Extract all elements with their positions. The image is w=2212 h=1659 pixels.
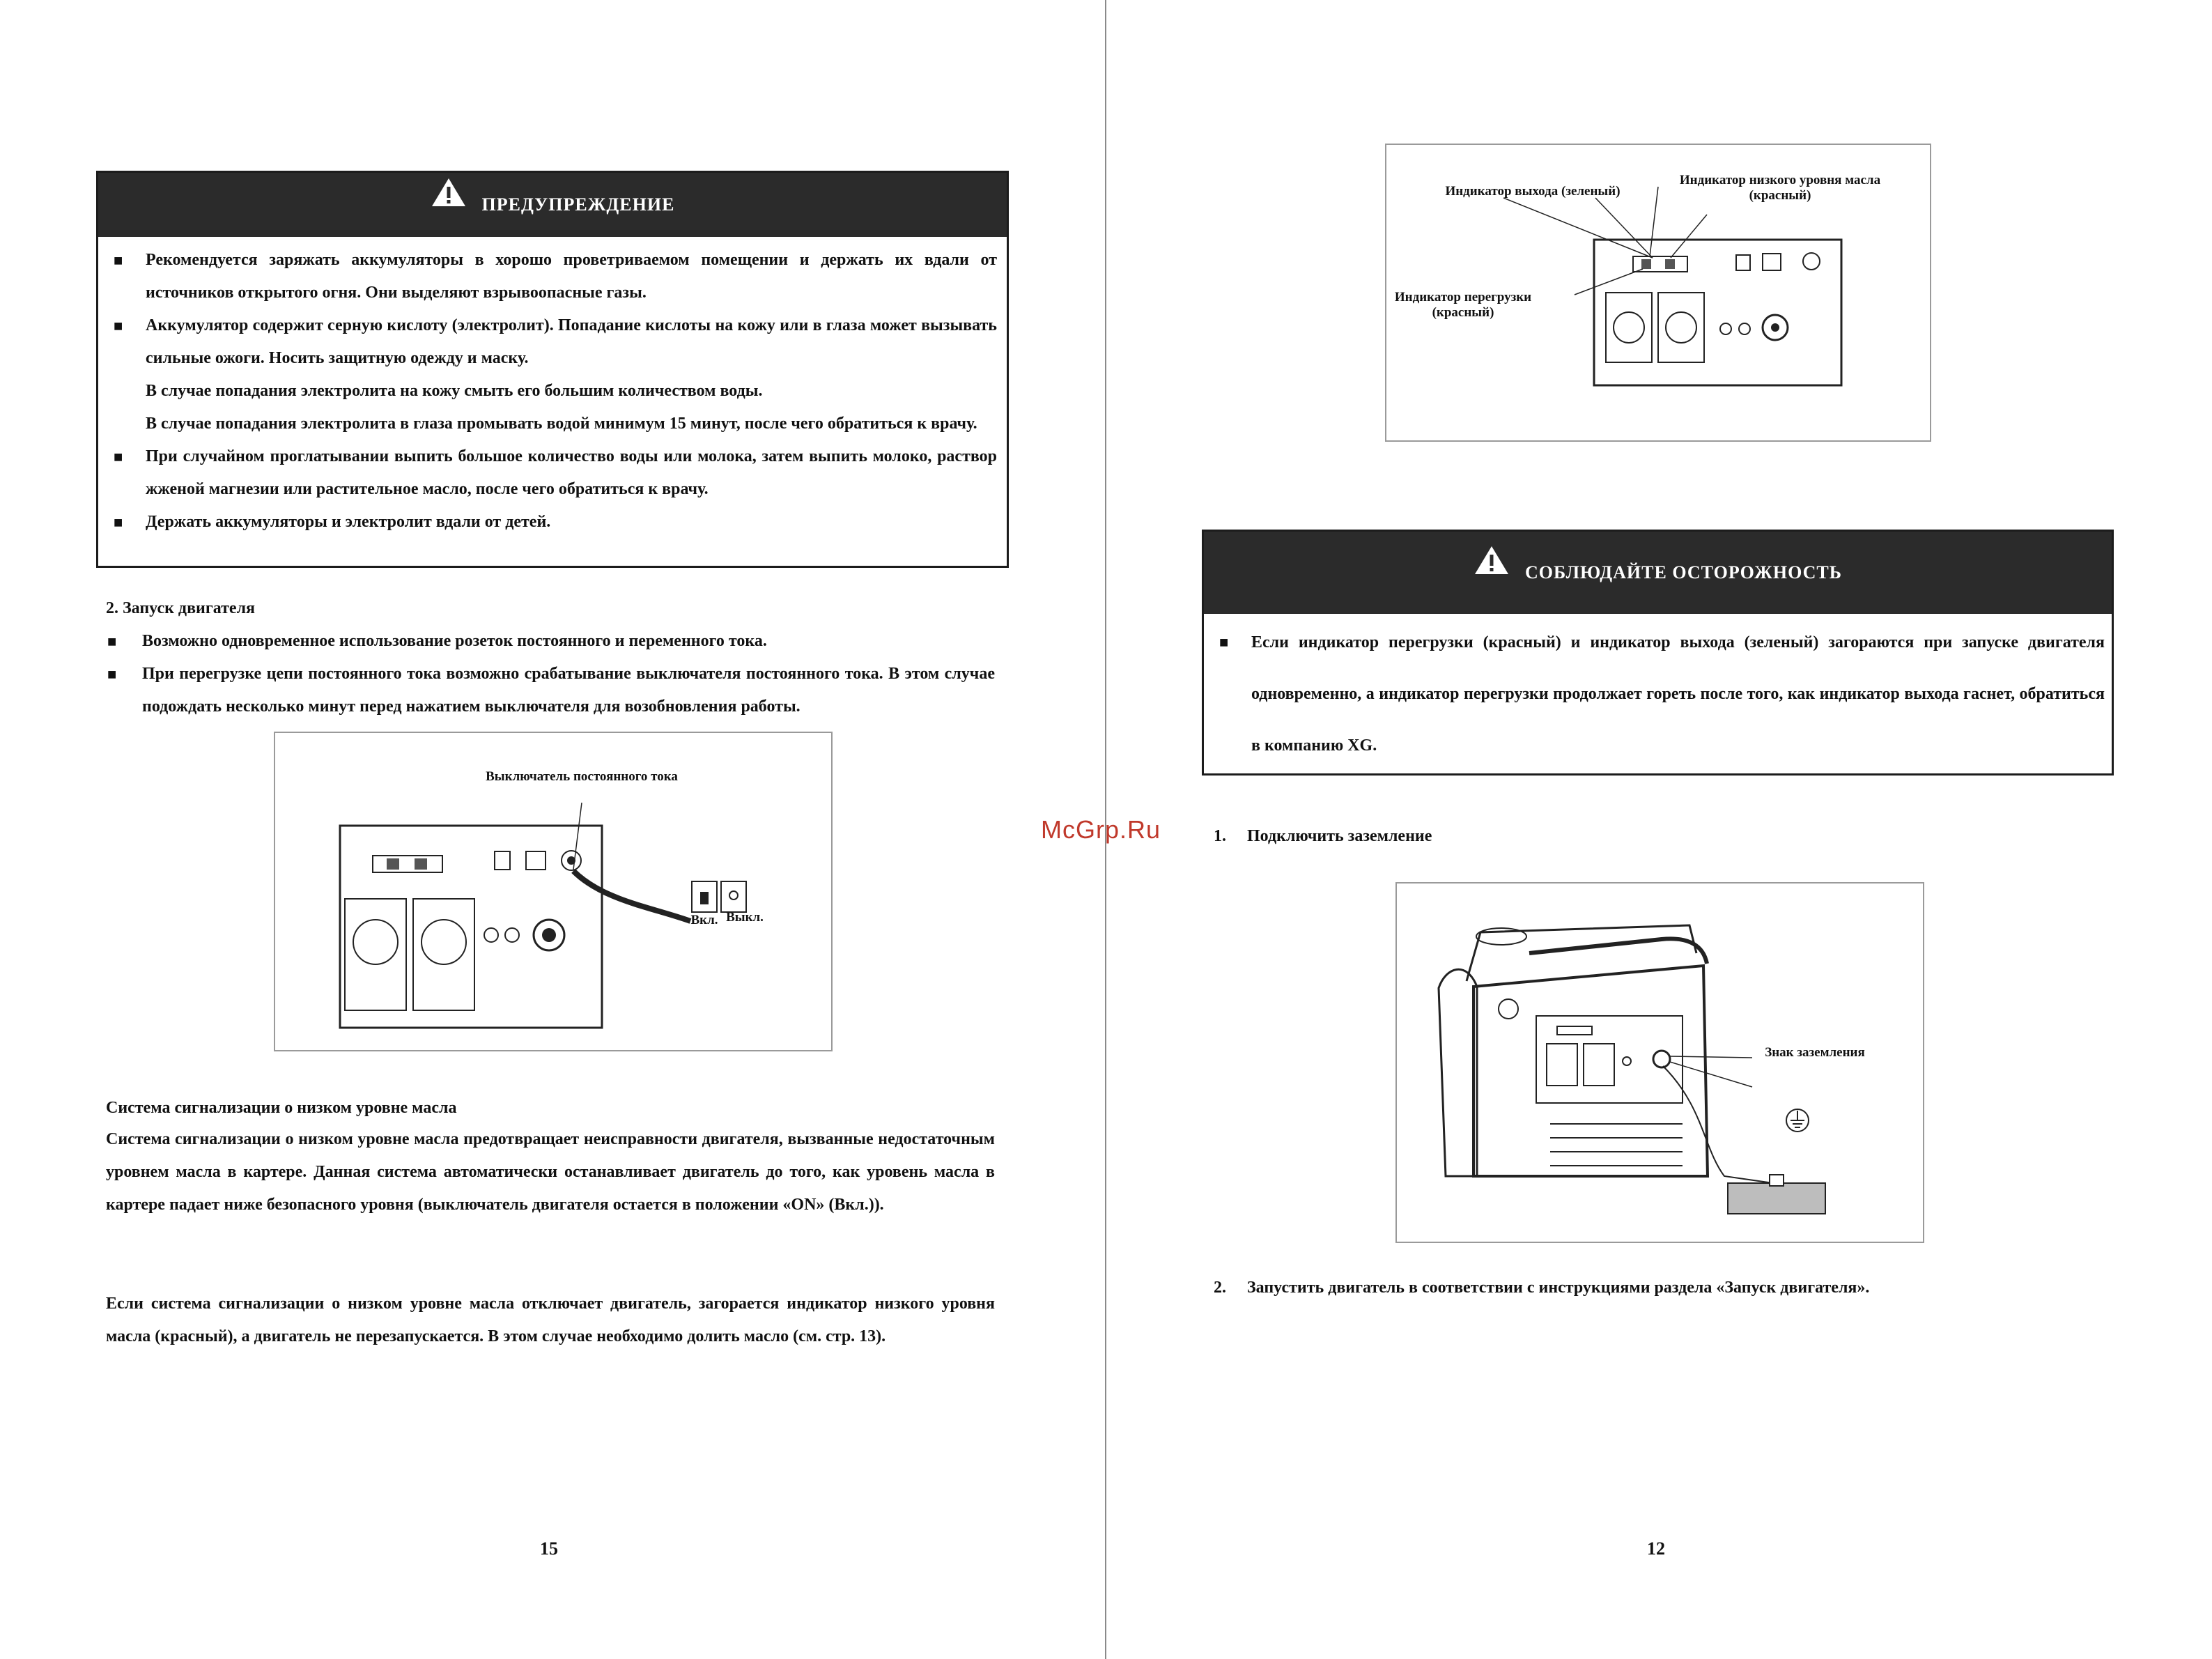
bullet-square-icon: ■ (114, 317, 123, 334)
oil-indicator-label: Индикатор низкого уровня масла (красный) (1679, 173, 1881, 203)
start-bullets (96, 625, 995, 723)
warning-item: ■ Рекомендуется заряжать аккумуляторы в хорошо проветриваемом помещении и держать их вдали от источников открытого огня. Они выделяют взрывоопасные газы. (101, 244, 997, 309)
caution-box (1202, 530, 2114, 776)
bullet-square-icon: ■ (107, 633, 117, 650)
output-indicator-label: Индикатор выхода (зеленый) (1445, 184, 1621, 199)
warning-item: ■ Держать аккумуляторы и электролит вдали от детей. (101, 506, 997, 539)
dc-breaker-label: Выключатель постоянного тока (486, 769, 678, 784)
page-number-right: 12 (1647, 1538, 1665, 1559)
generator-drawing (1397, 883, 1923, 1242)
warning-item: ■ При случайном проглатывании выпить большое количество воды или молока, затем выпить молоко, раствор жженой магнезии или растительное масло, после чего обратиться к врачу. (101, 440, 997, 506)
bullet-square-icon: ■ (107, 665, 117, 683)
oil-heading: Система сигнализации о низком уровне масла (106, 1099, 457, 1117)
warning-item: ■ Аккумулятор содержит серную кислоту (электролит). Попадание кислоты на кожу или в глаза может вызывать сильные ожоги. Носить защитную одежду и маску. В случае попадания электролита на кожу смыть его большим количеством воды. В случае попадания электролита в глаза промывать водой минимум 15 минут, после чего обратиться к врачу. (101, 309, 997, 440)
section-title: 2. Запуск двигателя (106, 599, 256, 617)
step-1: 1. Подключить заземление (1214, 827, 1432, 845)
page-number-left: 15 (540, 1538, 558, 1559)
watermark: McGrp.Ru (1041, 815, 1161, 844)
warning-triangle-icon (431, 173, 467, 237)
step-2: 2. Запустить двигатель в соответствии с инструкциями раздела «Запуск двигателя». (1214, 1279, 1870, 1297)
list-item: ■ Возможно одновременное использование розеток постоянного и переменного тока. (96, 625, 995, 658)
warning-header (98, 173, 1007, 237)
warning-triangle-icon (1474, 532, 1510, 614)
warning-box (96, 171, 1009, 568)
caution-list (1204, 614, 2112, 771)
off-label: Выкл. (726, 910, 764, 925)
oil-paragraph-2: Если система сигнализации о низком уровне масла отключает двигатель, загорается индикатор низкого уровня масла (красный), а двигатель не перезапускается. В этом случае необходимо долить масло (см. стр. 13). (106, 1295, 995, 1345)
warning-title: ПРЕДУПРЕЖДЕНИЕ (481, 194, 675, 215)
grounding-figure (1395, 882, 1924, 1243)
bullet-square-icon: ■ (114, 514, 123, 531)
caution-header (1204, 532, 2112, 614)
bullet-square-icon: ■ (114, 252, 123, 269)
indicator-figure (1385, 144, 1931, 442)
oil-paragraph-1: Система сигнализации о низком уровне масла предотвращает неисправности двигателя, вызванные недостаточным уровнем масла в картере. Данная система автоматически останавливает двигатель до того, как уровень масла в картере падает ниже безопасного уровня (выключатель двигателя остается в положении «ON» (Вкл.)). (106, 1130, 995, 1214)
bullet-square-icon: ■ (114, 448, 123, 465)
caution-item: ■ Если индикатор перегрузки (красный) и индикатор выхода (зеленый) загораются при запуске двигателя одновременно, а индикатор перегрузки продолжает гореть после того, как индикатор выхода гаснет, обратиться в компанию XG. (1207, 617, 2105, 771)
bullet-square-icon: ■ (1219, 633, 1229, 651)
dc-breaker-figure (274, 732, 833, 1051)
ground-sign-label: Знак заземления (1765, 1045, 1865, 1060)
caution-title: СОБЛЮДАЙТЕ ОСТОРОЖНОСТЬ (1525, 562, 1842, 583)
list-item: ■ При перегрузке цепи постоянного тока возможно срабатывание выключателя постоянного тока. В этом случае подождать несколько минут перед нажатием выключателя для возобновления работы. (96, 658, 995, 723)
on-label: Вкл. (690, 913, 718, 927)
overload-indicator-label: Индикатор перегрузки (красный) (1394, 290, 1532, 320)
warning-list (98, 237, 1007, 539)
